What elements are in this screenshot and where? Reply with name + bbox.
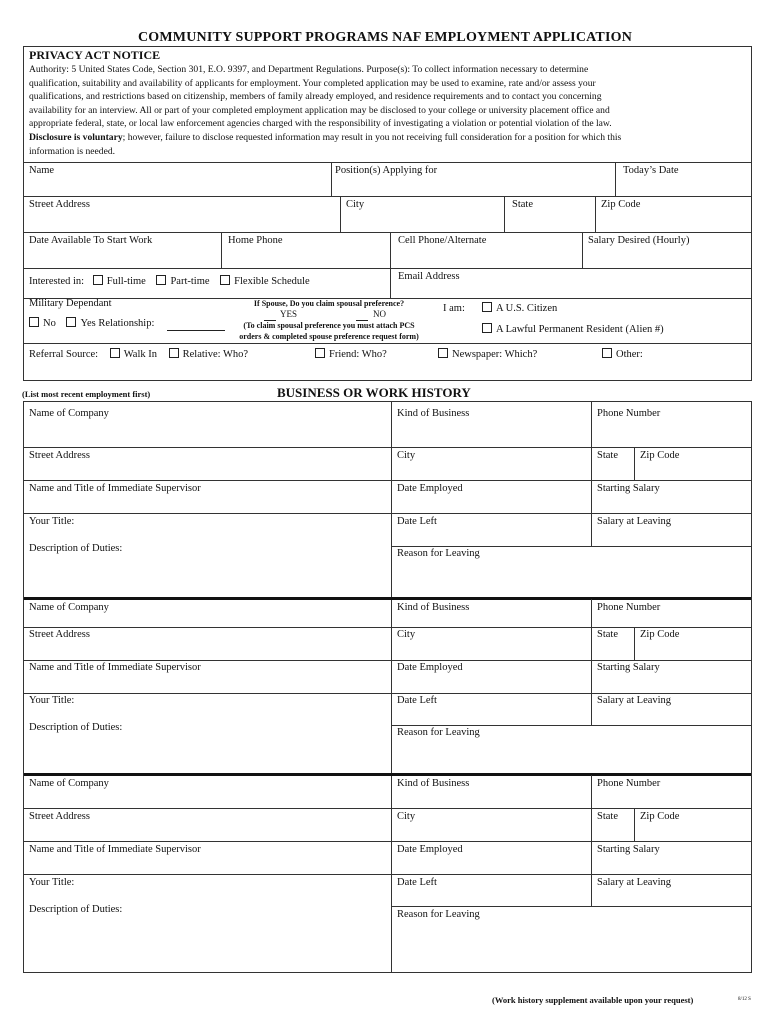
other-option [602, 348, 643, 360]
street-address-field[interactable]: Street Address [29, 199, 90, 210]
friend-label: Friend: Who? [329, 349, 387, 360]
military-options [29, 317, 154, 329]
military-label: Military Dependant [29, 298, 112, 309]
resident-option [482, 323, 664, 335]
entry1-duties[interactable]: Description of Duties: [29, 543, 123, 554]
position-field[interactable]: Position(s) Applying for [335, 165, 438, 176]
referral-source [29, 348, 248, 360]
entry2-phone[interactable]: Phone Number [597, 602, 661, 613]
entry2-duties[interactable]: Description of Duties: [29, 722, 123, 733]
military-no-label: No [43, 318, 56, 329]
spouse-yes-label: YES [280, 309, 298, 319]
entry3-state[interactable]: State [597, 811, 618, 822]
military-yes-label: Yes Relationship: [80, 318, 155, 329]
spouse-no-label: NO [373, 309, 386, 319]
entry1-date-employed[interactable]: Date Employed [397, 483, 463, 494]
footer-code: 8/12 S [738, 997, 751, 1002]
applicant-section [23, 46, 752, 381]
citizen-checkbox[interactable] [482, 302, 492, 312]
newspaper-option [438, 348, 537, 360]
privacy-text [29, 63, 749, 158]
resident-checkbox[interactable] [482, 323, 492, 333]
name-field[interactable]: Name [29, 165, 55, 176]
friend-option [315, 348, 387, 360]
entry1-reason[interactable]: Reason for Leaving [397, 548, 480, 559]
full-time-label: Full-time [106, 276, 146, 287]
entry2-street[interactable]: Street Address [29, 629, 90, 640]
date-available-field[interactable]: Date Available To Start Work [29, 235, 153, 246]
interested-in [29, 275, 310, 287]
form-title: COMMUNITY SUPPORT PROGRAMS NAF EMPLOYMENT APPLICATION [137, 30, 633, 45]
entry1-salary-leaving[interactable]: Salary at Leaving [597, 516, 672, 527]
citizen-option [482, 302, 557, 314]
entry3-duties[interactable]: Description of Duties: [29, 904, 123, 915]
entry2-company[interactable]: Name of Company [29, 602, 109, 613]
privacy-heading: PRIVACY ACT NOTICE [29, 48, 161, 62]
entry2-salary-leaving[interactable]: Salary at Leaving [597, 695, 672, 706]
privacy-line: qualifications, and restrictions based on citizenship, members of family already employed, and residence requirements and to contact you concerning [29, 91, 602, 103]
entry1-zip[interactable]: Zip Code [640, 450, 680, 461]
privacy-line: information is needed. [29, 145, 116, 157]
list-note: (List most recent employment first) [22, 389, 151, 399]
entry2-zip[interactable]: Zip Code [640, 629, 680, 640]
resident-label: A Lawful Permanent Resident (Alien #) [496, 324, 664, 335]
privacy-line: appropriate federal, state, or local law enforcement agencies charged with the responsibility of investigating a violation or potential violation of the law. [29, 118, 612, 130]
friend-checkbox[interactable] [315, 348, 325, 358]
entry2-starting-salary[interactable]: Starting Salary [597, 662, 660, 673]
other-label: Other: [616, 349, 643, 360]
citizen-label: A U.S. Citizen [496, 303, 558, 314]
state-field[interactable]: State [512, 199, 533, 210]
entry2-your-title[interactable]: Your Title: [29, 695, 75, 706]
referral-label: Referral Source: [29, 349, 99, 360]
entry3-kind[interactable]: Kind of Business [397, 778, 470, 789]
privacy-line: Authority: 5 United States Code, Section 301, E.O. 9397, and Department Regulations. Purpose(s): To collect information necessary to determine [29, 64, 589, 75]
entry2-city[interactable]: City [397, 629, 416, 640]
entry1-phone[interactable]: Phone Number [597, 408, 661, 419]
entry1-company[interactable]: Name of Company [29, 408, 109, 419]
spouse-note-2: orders & completed spouse preference request form) [239, 332, 419, 341]
entry2-supervisor[interactable]: Name and Title of Immediate Supervisor [29, 662, 201, 673]
entry3-your-title[interactable]: Your Title: [29, 877, 75, 888]
entry1-supervisor[interactable]: Name and Title of Immediate Supervisor [29, 483, 201, 494]
i-am-label: I am: [443, 303, 465, 314]
entry3-city[interactable]: City [397, 811, 416, 822]
entry3-date-employed[interactable]: Date Employed [397, 844, 463, 855]
zip-field[interactable]: Zip Code [601, 199, 641, 210]
walk-in-label: Walk In [123, 349, 157, 360]
flexible-label: Flexible Schedule [234, 276, 310, 287]
newspaper-label: Newspaper: Which? [452, 349, 538, 360]
military-yes-checkbox[interactable] [66, 317, 76, 327]
work-history-section [23, 401, 752, 973]
work-history-heading: BUSINESS OR WORK HISTORY [277, 385, 471, 400]
home-phone-field[interactable]: Home Phone [228, 235, 283, 246]
entry1-date-left[interactable]: Date Left [397, 516, 437, 527]
entry2-date-employed[interactable]: Date Employed [397, 662, 463, 673]
part-time-label: Part-time [170, 276, 210, 287]
entry2-state[interactable]: State [597, 629, 618, 640]
cell-phone-field[interactable]: Cell Phone/Alternate [398, 235, 487, 246]
newspaper-checkbox[interactable] [438, 348, 448, 358]
entry3-zip[interactable]: Zip Code [640, 811, 680, 822]
entry3-supervisor[interactable]: Name and Title of Immediate Supervisor [29, 844, 201, 855]
spouse-question: If Spouse, Do you claim spousal preference? [253, 299, 405, 308]
flexible-checkbox[interactable] [220, 275, 230, 285]
full-time-checkbox[interactable] [93, 275, 103, 285]
email-field[interactable]: Email Address [398, 271, 460, 282]
military-no-checkbox[interactable] [29, 317, 39, 327]
disclosure-bold: Disclosure is voluntary [29, 131, 123, 143]
todays-date-field[interactable]: Today’s Date [623, 165, 679, 176]
spouse-note-1: (To claim spousal preference you must attach PCS [243, 321, 415, 330]
entry3-reason[interactable]: Reason for Leaving [397, 909, 480, 920]
relative-label: Relative: Who? [182, 349, 249, 360]
privacy-line: qualification, suitability and availability of applicants for employment. Your completed application may be used to examine, rate and/or assess your [29, 77, 596, 89]
city-field[interactable]: City [346, 199, 365, 210]
footer-note: (Work history supplement available upon your request) [492, 995, 694, 1005]
disclosure-rest: ; however, failure to disclose requested information may result in you not receiving full consideration for a position for which this [122, 131, 622, 143]
entry1-starting-salary[interactable]: Starting Salary [597, 483, 660, 494]
other-checkbox[interactable] [602, 348, 612, 358]
entry1-your-title[interactable]: Your Title: [29, 516, 75, 527]
entry3-phone[interactable]: Phone Number [597, 778, 661, 789]
entry2-kind[interactable]: Kind of Business [397, 602, 470, 613]
walk-in-checkbox[interactable] [110, 348, 120, 358]
entry2-reason[interactable]: Reason for Leaving [397, 727, 480, 738]
privacy-disclosure [29, 131, 749, 145]
entry3-date-left[interactable]: Date Left [397, 877, 437, 888]
entry1-street[interactable]: Street Address [29, 450, 90, 461]
entry2-date-left[interactable]: Date Left [397, 695, 437, 706]
interested-in-label: Interested in: [29, 276, 85, 287]
salary-desired-field[interactable]: Salary Desired (Hourly) [588, 235, 690, 246]
entry1-kind[interactable]: Kind of Business [397, 408, 470, 419]
entry3-salary-leaving[interactable]: Salary at Leaving [597, 877, 672, 888]
entry3-company[interactable]: Name of Company [29, 778, 109, 789]
entry3-starting-salary[interactable]: Starting Salary [597, 844, 660, 855]
entry1-city[interactable]: City [397, 450, 416, 461]
privacy-line: availability for an interview. All or part of your completed employment application may be disclosed to your college or university placement office and [29, 104, 610, 116]
relationship-blank[interactable] [167, 330, 225, 331]
entry1-state[interactable]: State [597, 450, 618, 461]
relative-checkbox[interactable] [169, 348, 179, 358]
part-time-checkbox[interactable] [156, 275, 166, 285]
entry3-street[interactable]: Street Address [29, 811, 90, 822]
